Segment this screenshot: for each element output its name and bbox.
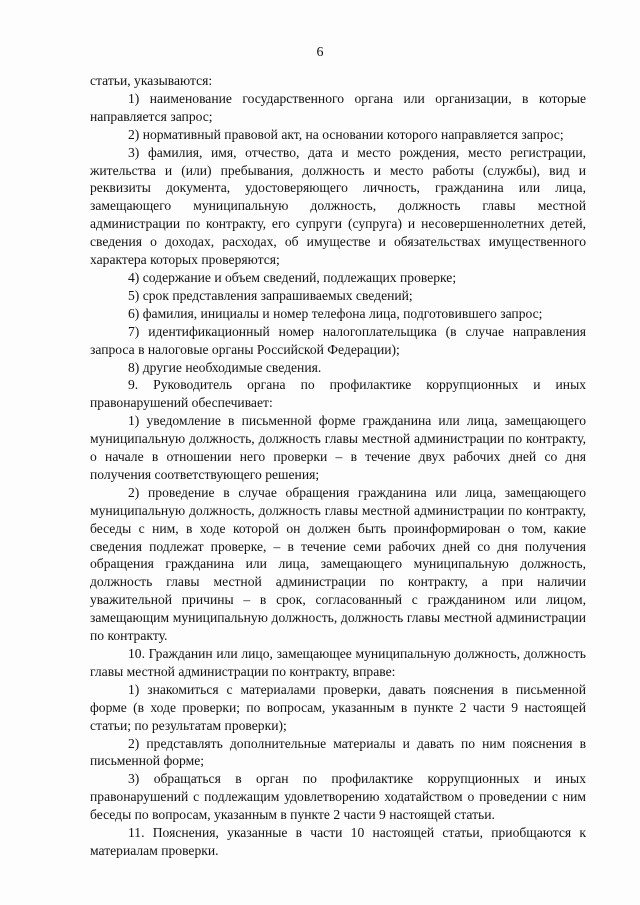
paragraph: 6) фамилия, инициалы и номер телефона лица, подготовившего запрос; (128, 305, 543, 321)
paragraph: 4) содержание и объем сведений, подлежащих проверке; (128, 269, 457, 285)
paragraph: 2) представлять дополнительные материалы и давать по ним пояснения в письменной форме; (90, 735, 586, 769)
paragraph: 8) другие необходимые сведения. (128, 359, 322, 375)
paragraph: 5) срок представления запрашиваемых сведений; (128, 287, 413, 303)
paragraph: 1) знакомиться с материалами проверки, давать пояснения в письменной форме (в ходе проверки; по вопросам, указанным в пункте 2 части 9 настоящей статьи; по результатам проверки); (90, 681, 586, 733)
document-body (90, 72, 586, 860)
paragraph: 2) нормативный правовой акт, на основании которого направляется запрос; (128, 126, 564, 142)
paragraph: 1) уведомление в письменной форме гражданина или лица, замещающего муниципальную должность, должность главы местной администрации по контракту, о начале в отношении него проверки – в течение двух рабочих дней со дня получения соответствующего решения; (90, 413, 586, 482)
paragraph: 10. Гражданин или лицо, замещающее муниципальную должность, должность главы местной администрации по контракту, вправе: (90, 646, 586, 679)
paragraph: 7) идентификационный номер налогоплательщика (в случае направления запроса в налоговые органы Российской Федерации); (90, 323, 586, 357)
paragraph: 3) обращаться в орган по профилактике коррупционных и иных правонарушений с подлежащим удовлетворению ходатайством о проведении с ним беседы по вопросам, указанным в пункте 2 части 9 настоящей статьи. (90, 771, 586, 823)
paragraph: 1) наименование государственного органа или организации, в которые направляется запрос; (90, 90, 586, 124)
paragraph: 9. Руководитель органа по профилактике коррупционных и иных правонарушений обеспечивает: (90, 377, 586, 411)
paragraph: 11. Пояснения, указанные в части 10 настоящей статьи, приобщаются к материалам проверки. (90, 825, 586, 858)
paragraph: статьи, указываются: (90, 73, 213, 88)
paragraph: 3) фамилия, имя, отчество, дата и место рождения, место регистрации, жительства и (или) пребывания, должность и место работы (службы), вид и реквизиты документа, удостоверяющего личность, гражданина или лица, замещающего муниципальную должность, должность главы местной администрации по контракту, его супруги (супруга) и несовершеннолетних детей, сведения о доходах, расходах, об имуществе и обязательствах имущественного характера которых проверяются; (90, 144, 586, 268)
paragraph: 2) проведение в случае обращения гражданина или лица, замещающего муниципальную должность, должность главы местной администрации по контракту, беседы с ним, в ходе которой он должен быть проинформирован о том, какие сведения подлежат проверке, – в течение семи рабочих дней со дня получения обращения гражданина или лица, замещающего муниципальную должность, должность главы местной администрации по контракту, а при наличии уважительной причины – в срок, согласованный с гражданином или лицом, замещающим муниципальную должность, должность главы местной администрации по контракту. (90, 484, 586, 644)
page-number: 6 (316, 45, 324, 60)
